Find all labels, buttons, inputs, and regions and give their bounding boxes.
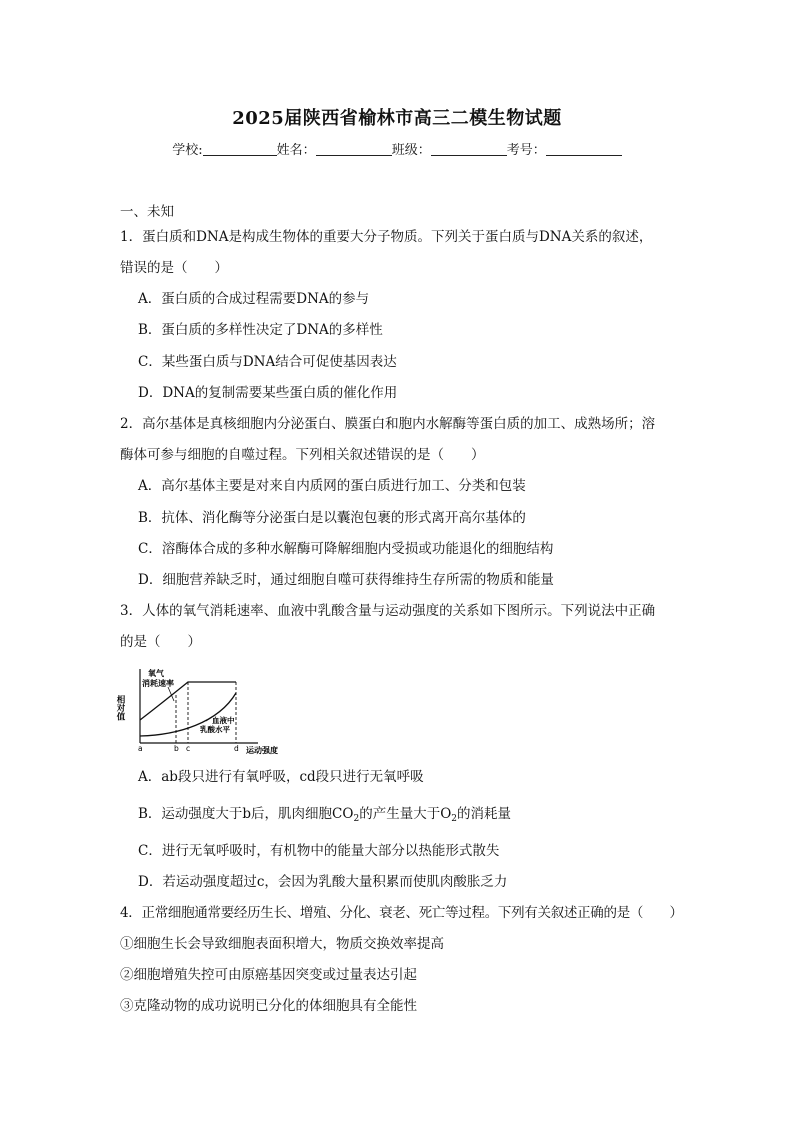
option-b-text-2: 的产生量大于O <box>359 806 452 822</box>
question-2-option-d: D．细胞营养缺乏时，通过细胞自噬可获得维持生存所需的物质和能量 <box>138 572 554 588</box>
option-b-text-3: 的消耗量 <box>457 806 512 822</box>
point-d-label: d <box>234 744 239 753</box>
question-1-option-a: A．蛋白质的合成过程需要DNA的参与 <box>138 291 370 307</box>
question-2-option-b: B．抗体、消化酶等分泌蛋白是以囊泡包裹的形式离开高尔基体的 <box>138 510 526 526</box>
question-2-option-a: A．高尔基体主要是对来自内质网的蛋白质进行加工、分类和包装 <box>138 478 526 494</box>
co2-subscript: 2 <box>353 814 360 824</box>
section-heading: 一、未知 <box>120 204 174 220</box>
question-3-option-a: A．ab段只进行有氧呼吸，cd段只进行无氧呼吸 <box>138 769 424 785</box>
question-1-option-c: C．某些蛋白质与DNA结合可促使基因表达 <box>138 354 397 370</box>
school-blank[interactable] <box>203 142 277 156</box>
exam-no-label: 考号： <box>506 143 546 158</box>
oxygen-label-line-1: 氧气 <box>148 669 164 678</box>
exam-title: 2025届陕西省榆林市高三二模生物试题 <box>232 108 562 129</box>
lactate-label-line-2: 乳酸水平 <box>200 725 230 734</box>
question-4-statement-3: ③克隆动物的成功说明已分化的体细胞具有全能性 <box>120 998 417 1014</box>
question-4-stem-line-1: 4．正常细胞通常要经历生长、增殖、分化、衰老、死亡等过程。下列有关叙述正确的是（ ） <box>120 905 683 921</box>
oxygen-label-line-2: 消耗速率 <box>142 679 174 688</box>
question-3-stem-line-1: 3．人体的氧气消耗速率、血液中乳酸含量与运动强度的关系如下图所示。下列说法中正确 <box>120 603 656 619</box>
point-a-label: a <box>138 744 143 753</box>
question-3-option-c: C．进行无氧呼吸时，有机物中的能量大部分以热能形式散失 <box>138 843 500 859</box>
question-1-option-b: B．蛋白质的多样性决定了DNA的多样性 <box>138 322 383 338</box>
student-info-row <box>0 139 794 158</box>
school-label: 学校: <box>172 143 203 158</box>
class-label: 班级： <box>391 143 431 158</box>
o2-subscript: 2 <box>451 814 458 824</box>
class-blank[interactable] <box>431 142 507 156</box>
question-2-stem-line-2: 酶体可参与细胞的自噬过程。下列相关叙述错误的是（ ） <box>120 447 485 463</box>
exercise-intensity-graph <box>115 665 290 757</box>
point-b-label: b <box>174 744 179 753</box>
x-axis-label: 运动强度 <box>246 746 278 755</box>
question-1-stem-line-1: 1．蛋白质和DNA是构成生物体的重要大分子物质。下列关于蛋白质与DNA关系的叙述， <box>120 229 653 245</box>
y-axis-label-char-1: 相对值 <box>115 695 125 721</box>
question-4-statement-1: ①细胞生长会导致细胞表面积增大，物质交换效率提高 <box>120 936 444 952</box>
name-label: 姓名： <box>276 143 316 158</box>
name-blank[interactable] <box>316 142 392 156</box>
question-4-statement-2: ②细胞增殖失控可由原癌基因突变或过量表达引起 <box>120 967 417 983</box>
question-3-option-b <box>138 805 511 828</box>
option-b-text-1: B．运动强度大于b后，肌肉细胞CO <box>138 806 354 822</box>
exam-no-blank[interactable] <box>546 142 622 156</box>
question-3-option-d: D．若运动强度超过c，会因为乳酸大量积累而使肌肉酸胀乏力 <box>138 874 508 890</box>
question-1-stem-line-2: 错误的是（ ） <box>120 260 228 276</box>
question-2-option-c: C．溶酶体合成的多种水解酶可降解细胞内受损或功能退化的细胞结构 <box>138 541 554 557</box>
point-c-label: c <box>186 744 191 753</box>
lactate-label-line-1: 血液中 <box>212 716 235 725</box>
question-1-option-d: D．DNA的复制需要某些蛋白质的催化作用 <box>138 385 398 401</box>
question-3-stem-line-2: 的是（ ） <box>120 634 201 650</box>
question-2-stem-line-1: 2．高尔基体是真核细胞内分泌蛋白、膜蛋白和胞内水解酶等蛋白质的加工、成熟场所；溶 <box>120 416 656 432</box>
